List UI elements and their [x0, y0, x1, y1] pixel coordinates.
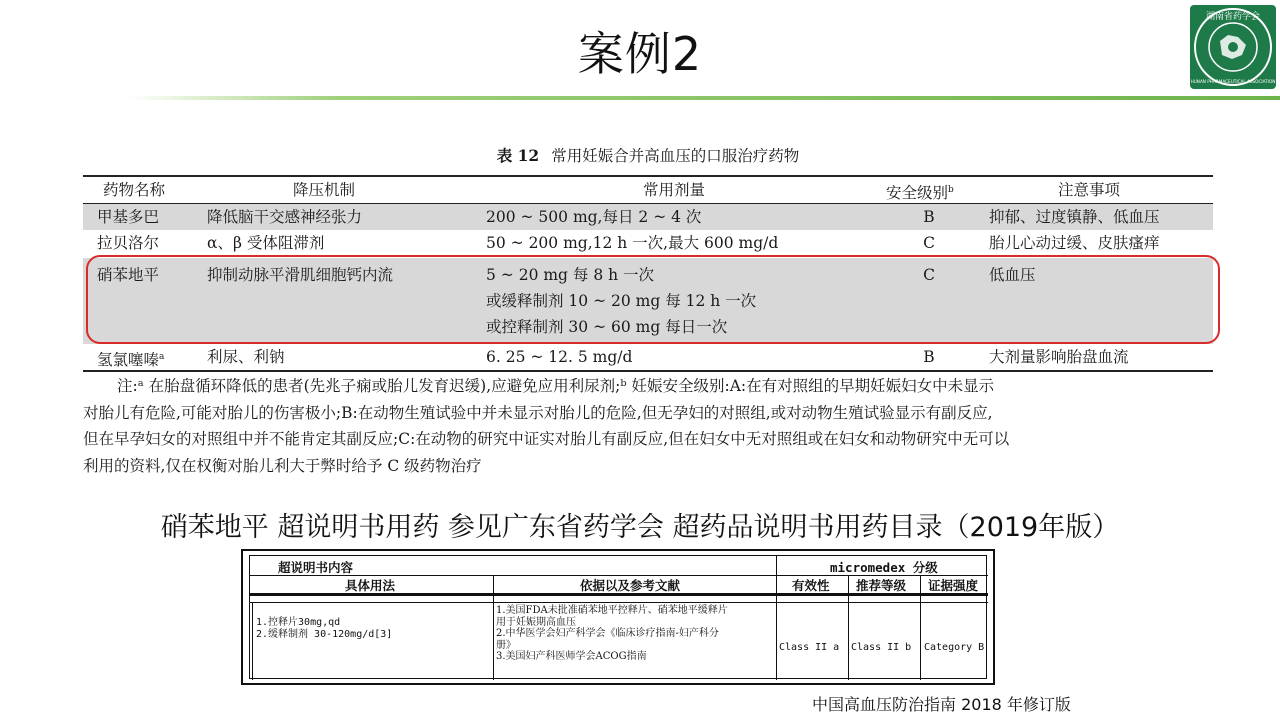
cell-notes: 抑郁、过度镇静、低血压	[989, 208, 1160, 226]
basis-line: 用于妊娠期高血压	[496, 616, 576, 628]
cell-mechanism: α、β 受体阻滞剂	[207, 234, 325, 252]
grid-line	[848, 575, 849, 680]
catalogue-col-efficacy: 有效性	[792, 578, 830, 593]
catalogue-col-basis: 依据以及参考文献	[580, 578, 681, 593]
cell-dose: 6. 25 ~ 12. 5 mg/d	[486, 348, 633, 366]
grid-line	[776, 556, 777, 680]
table-row	[83, 204, 1213, 230]
slide-subtitle: 硝苯地平 超说明书用药 参见广东省药学会 超药品说明书用药目录（2019年版）	[160, 512, 1120, 543]
dose-line: 或缓释制剂 10 ~ 20 mg 每 12 h 一次	[486, 292, 757, 310]
catalogue-recommend: Class II b	[851, 642, 912, 653]
grid-line	[252, 602, 253, 680]
source-footer: 中国高血压防治指南 2018 年修订版	[812, 695, 1071, 714]
cell-grade: B	[923, 208, 935, 226]
cell-notes: 大剂量影响胎盘血流	[989, 348, 1129, 366]
cell-mechanism: 降低脑干交感神经张力	[207, 208, 363, 226]
catalogue-header-micromedex: micromedex 分级	[830, 560, 938, 575]
note-line: 但在早孕妇女的对照组中并不能肯定其副反应;C:在动物的研究中证实对胎儿有副反应,但在妇女中无对照组或在妇女和动物研究中无可以	[83, 430, 1010, 448]
catalogue-col-recommend: 推荐等级	[856, 578, 907, 593]
association-seal-icon	[1190, 5, 1276, 89]
table-row	[83, 230, 1213, 256]
cell-dose: 50 ~ 200 mg,12 h 一次,最大 600 mg/d	[486, 234, 779, 252]
basis-line: 2.中华医学会妇产科学会《临床诊疗指南-妇产科分	[496, 628, 719, 639]
table-caption-text: 常用妊娠合并高血压的口服治疗药物	[551, 147, 800, 165]
header-drug: 药物名称	[103, 181, 166, 199]
catalogue-col-usage: 具体用法	[345, 578, 396, 593]
table-bottom-rule	[83, 370, 1213, 372]
catalogue-basis	[496, 605, 728, 663]
cell-notes: 低血压	[989, 266, 1036, 284]
table-row	[83, 344, 1213, 370]
usage-line: 2.缓释制剂 30-120mg/d[3]	[256, 628, 393, 640]
table-header-row	[83, 178, 1213, 202]
dose-line: 5 ~ 20 mg 每 8 h 一次	[486, 266, 655, 284]
basis-line: 1.美国FDA未批准硝苯地平控释片、硝苯地平缓释片	[496, 605, 728, 616]
catalogue-col-evidence: 证据强度	[928, 578, 979, 593]
off-label-catalogue-scan	[241, 549, 995, 685]
logo-text: 湖南省药学会	[1205, 12, 1261, 22]
catalogue-evidence: Category B	[924, 642, 985, 653]
note-line: 利用的资料,仅在权衡对胎儿利大于弊时给予 C 级药物治疗	[83, 456, 482, 475]
catalogue-header-content: 超说明书内容	[278, 560, 354, 575]
cell-mechanism: 抑制动脉平滑肌细胞钙内流	[207, 266, 394, 284]
table-label: 表 12	[496, 146, 540, 165]
header-notes: 注意事项	[1058, 181, 1121, 199]
cell-drug: 硝苯地平	[97, 266, 160, 284]
usage-line: 1.控释片30mg,qd	[256, 617, 341, 628]
cell-grade: B	[923, 348, 935, 366]
cell-mechanism: 利尿、利钠	[207, 348, 285, 366]
header-grade: 安全级别$^b$	[886, 184, 954, 203]
cell-grade: C	[923, 234, 935, 252]
table-notes	[83, 373, 1213, 479]
cell-grade: C	[923, 266, 935, 284]
title-divider	[128, 96, 1280, 100]
dose-line: 或控释制剂 30 ~ 60 mg 每日一次	[486, 318, 728, 336]
header-mechanism: 降压机制	[293, 181, 356, 199]
cell-drug: 氢氯噻嗪$^a$	[97, 351, 165, 370]
note-line: 注:ᵃ 在胎盘循环降低的患者(先兆子痫或胎儿发育迟缓),应避免应用利尿剂;ᵇ 妊娠安全级别:A:在有对照组的早期妊娠妇女中未显示	[117, 377, 995, 395]
header-dose: 常用剂量	[643, 181, 706, 199]
table-caption	[83, 144, 1213, 166]
grid-line	[250, 602, 988, 603]
nifedipine-highlight-box	[86, 255, 1220, 344]
note-line: 对胎儿有危险,可能对胎儿的伤害极小;B:在动物生殖试验中并未显示对胎儿的危险,但无孕妇的对照组,或对动物生殖试验显示有副反应,	[83, 403, 993, 422]
slide-title: 案例2	[577, 27, 703, 81]
table-top-rule	[83, 175, 1213, 177]
cell-drug: 拉贝洛尔	[97, 234, 160, 252]
cell-dose: 200 ~ 500 mg,每日 2 ~ 4 次	[486, 208, 702, 226]
grid-line	[493, 575, 494, 680]
cell-notes: 胎儿心动过缓、皮肤瘙痒	[989, 234, 1160, 252]
basis-line: 3.美国妇产科医师学会ACOG指南	[496, 651, 647, 662]
logo-text-en: HUNAN PHARMACEUTICAL ASSOCIATION	[1190, 79, 1276, 84]
basis-line: 册》	[496, 639, 516, 651]
catalogue-usage	[256, 617, 392, 640]
grid-line	[920, 575, 921, 680]
catalogue-table	[249, 555, 987, 679]
catalogue-efficacy: Class II a	[779, 642, 840, 653]
cell-drug: 甲基多巴	[97, 208, 160, 226]
